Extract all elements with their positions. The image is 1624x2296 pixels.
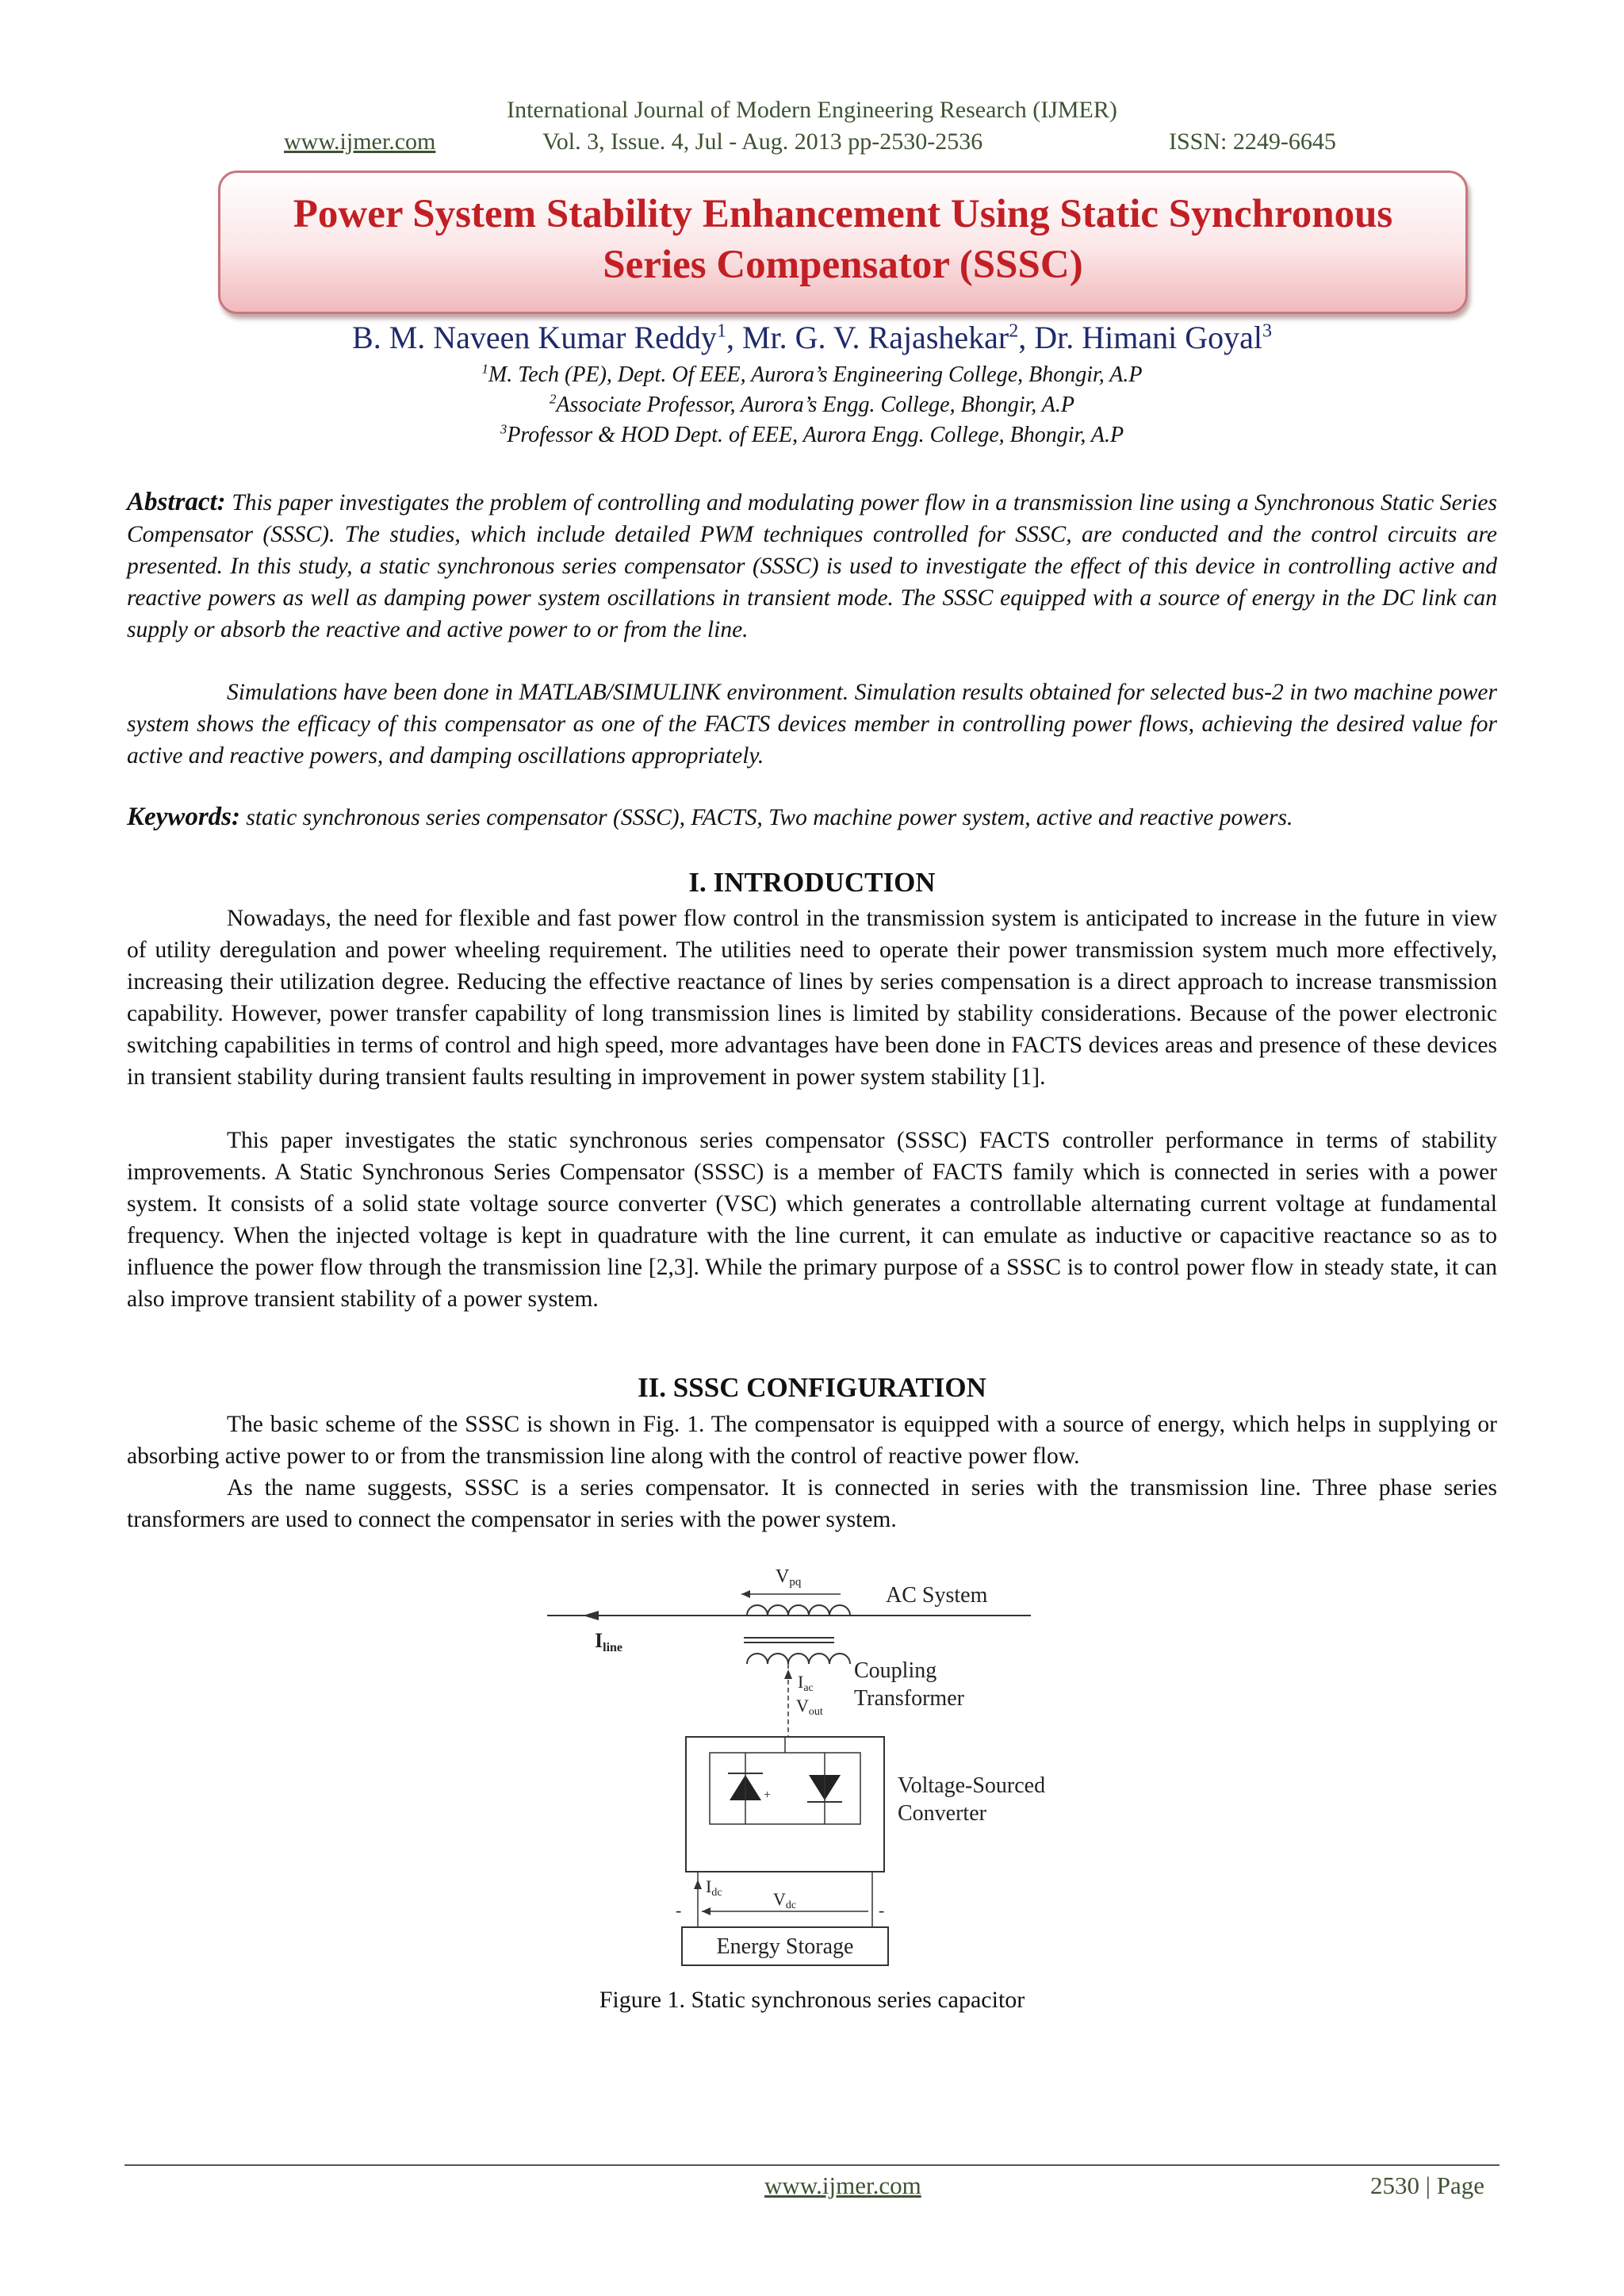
iline-label: Iline (595, 1629, 623, 1654)
affiliation-text: Professor & HOD Dept. of EEE, Aurora Engg. College, Bhongir, A.P (507, 423, 1124, 447)
keywords-label: Keywords: (127, 803, 240, 831)
affiliation (0, 361, 1624, 389)
author-mark: 2 (1009, 320, 1019, 342)
affiliation-mark: 1 (481, 361, 488, 377)
author-name: Dr. Himani Goyal (1034, 320, 1262, 355)
vsc-label-2: Converter (898, 1801, 986, 1826)
author-list: B. M. Naveen Kumar Reddy$^1$, Mr. G. V. Rajashekar$^2$, Dr. Himani Goyal$^3$ (352, 320, 1272, 355)
section-heading: II. SSSC CONFIGURATION (638, 1372, 986, 1403)
footer-url-link[interactable]: www.ijmer.com (764, 2171, 921, 2199)
affiliation-mark: 2 (550, 391, 557, 407)
keywords (127, 801, 1497, 834)
converter-box (686, 1737, 884, 1872)
sssc-diagram (539, 1562, 1094, 1975)
minus-sign-right: - (879, 1900, 885, 1920)
issn: ISSN: 2249-6645 (1169, 128, 1336, 155)
title-line-1: Power System Stability Enhancement Using Static Synchronous (293, 192, 1393, 236)
vout-label: Vout (796, 1696, 823, 1718)
vpq-arrow-head (741, 1590, 750, 1598)
paper-title (218, 189, 1468, 290)
author-mark: 1 (716, 320, 726, 342)
idc-label: Idc (706, 1876, 722, 1899)
affiliation (0, 391, 1624, 420)
journal-url-link[interactable]: www.ijmer.com (284, 128, 436, 155)
body-paragraph: This paper investigates the static synchronous series compensator (SSSC) FACTS controller performance in terms of stability improvements. A Static Synchronous Series Compensator (SSSC) is a member of FACTS family which is connected in series with a power system. It consists of a solid state voltage source converter (VSC) which generates a controllable alternating current voltage at fundamental frequency. When the injected voltage is kept in quadrature with the line current, it can emulate as inductive or capacitive reactance so as to influence the power flow through the transmission line [2,3]. While the primary purpose of a SSSC is to control power flow in steady state, it can also improve transient stability of a power system. (127, 1128, 1497, 1312)
affiliation-text: M. Tech (PE), Dept. Of EEE, Aurora’s Engineering College, Bhongir, A.P (488, 362, 1143, 387)
coupling-label-1: Coupling (854, 1658, 937, 1683)
affiliation-text: Associate Professor, Aurora’s Engg. College, Bhongir, A.P (556, 393, 1074, 417)
primary-coil (747, 1605, 850, 1616)
abstract-text: This paper investigates the problem of controlling and modulating power flow in a transmission line using a Synchronous Static Series Compensator (SSSC). The studies, which include detailed PWM techniques controlled for SSSC, are conducted and the control circuits are presented. In this study, a static synchronous series compensator (SSSC) is used to investigate the effect of this device in controlling active and reactive powers as well as damping power system oscillations in transient mode. The SSSC equipped with a source of energy in the DC link can supply or absorb the reactive and active power to or from the line. (127, 490, 1498, 642)
abstract-paragraph-2: Simulations have been done in MATLAB/SIMULINK environment. Simulation results obtained for selected bus-2 in two machine power system shows the efficacy of this compensator as one of the FACTS devices member in controlling power flows, achieving the desired value for active and reactive powers, and damping oscillations appropriately. (127, 680, 1497, 769)
footer-rule (124, 2164, 1500, 2166)
plus-sign: + (764, 1788, 772, 1802)
converter-bridge (710, 1753, 860, 1824)
section-heading: I. INTRODUCTION (688, 867, 936, 898)
idc-arrow (694, 1880, 702, 1889)
abstract-paragraph (127, 486, 1497, 646)
abstract-label: Abstract: (127, 488, 226, 516)
body-paragraph: Nowadays, the need for flexible and fast power flow control in the transmission system is anticipated to increase in the future in view of utility deregulation and power wheeling requirement. The utilities need to operate their power transmission system much more effectively, increasing their utilization degree. Reducing the effective reactance of lines by series compensation is a direct approach to increase transmission capability. However, power transfer capability of long transmission lines is limited by stability considerations. Because of the power electronic switching capabilities in terms of control and high speed, more advantages have been done in FACTS devices areas and presence of these devices in transient stability during transient faults resulting in improvement in power system stability [1]. (127, 906, 1497, 1090)
line-current-arrow (583, 1611, 599, 1620)
affiliation-mark: 3 (500, 421, 508, 437)
page-number: 2530 | Page (1370, 2171, 1484, 2199)
title-line-2: Series Compensator (SSSC) (603, 243, 1083, 287)
author-name: Mr. G. V. Rajashekar (741, 320, 1009, 355)
vdc-label: Vdc (773, 1889, 797, 1911)
coupling-label-2: Transformer (854, 1686, 964, 1711)
vsc-label-1: Voltage-Sourced (898, 1773, 1046, 1798)
iac-label: Iac (798, 1672, 814, 1694)
secondary-coil (747, 1654, 850, 1664)
keywords-text: static synchronous series compensator (SSSC), FACTS, Two machine power system, active and reactive powers. (246, 805, 1293, 830)
iac-arrow (784, 1669, 792, 1679)
minus-sign-left: - (676, 1900, 682, 1920)
ac-system-label: AC System (886, 1583, 988, 1608)
body-paragraph: The basic scheme of the SSSC is shown in Fig. 1. The compensator is equipped with a source of energy, which helps in supplying or absorbing active power to or from the transmission line along with the control of reactive power flow. (127, 1412, 1497, 1469)
issue-info: Vol. 3, Issue. 4, Jul - Aug. 2013 pp-2530-2536 (542, 128, 983, 155)
author-name: B. M. Naveen Kumar Reddy (352, 320, 717, 355)
journal-name: International Journal of Modern Engineering Research (IJMER) (507, 97, 1117, 123)
body-paragraph: As the name suggests, SSSC is a series compensator. It is connected in series with the transmission line. Three phase series transformers are used to connect the compensator in series with the power system. (127, 1475, 1497, 1532)
vpq-label: Vpq (776, 1566, 802, 1589)
energy-storage-label: Energy Storage (716, 1934, 854, 1959)
author-mark: 3 (1262, 320, 1272, 342)
vdc-arrow-head (702, 1907, 710, 1915)
affiliation (0, 421, 1624, 450)
figure-caption: Figure 1. Static synchronous series capacitor (599, 1987, 1025, 2013)
